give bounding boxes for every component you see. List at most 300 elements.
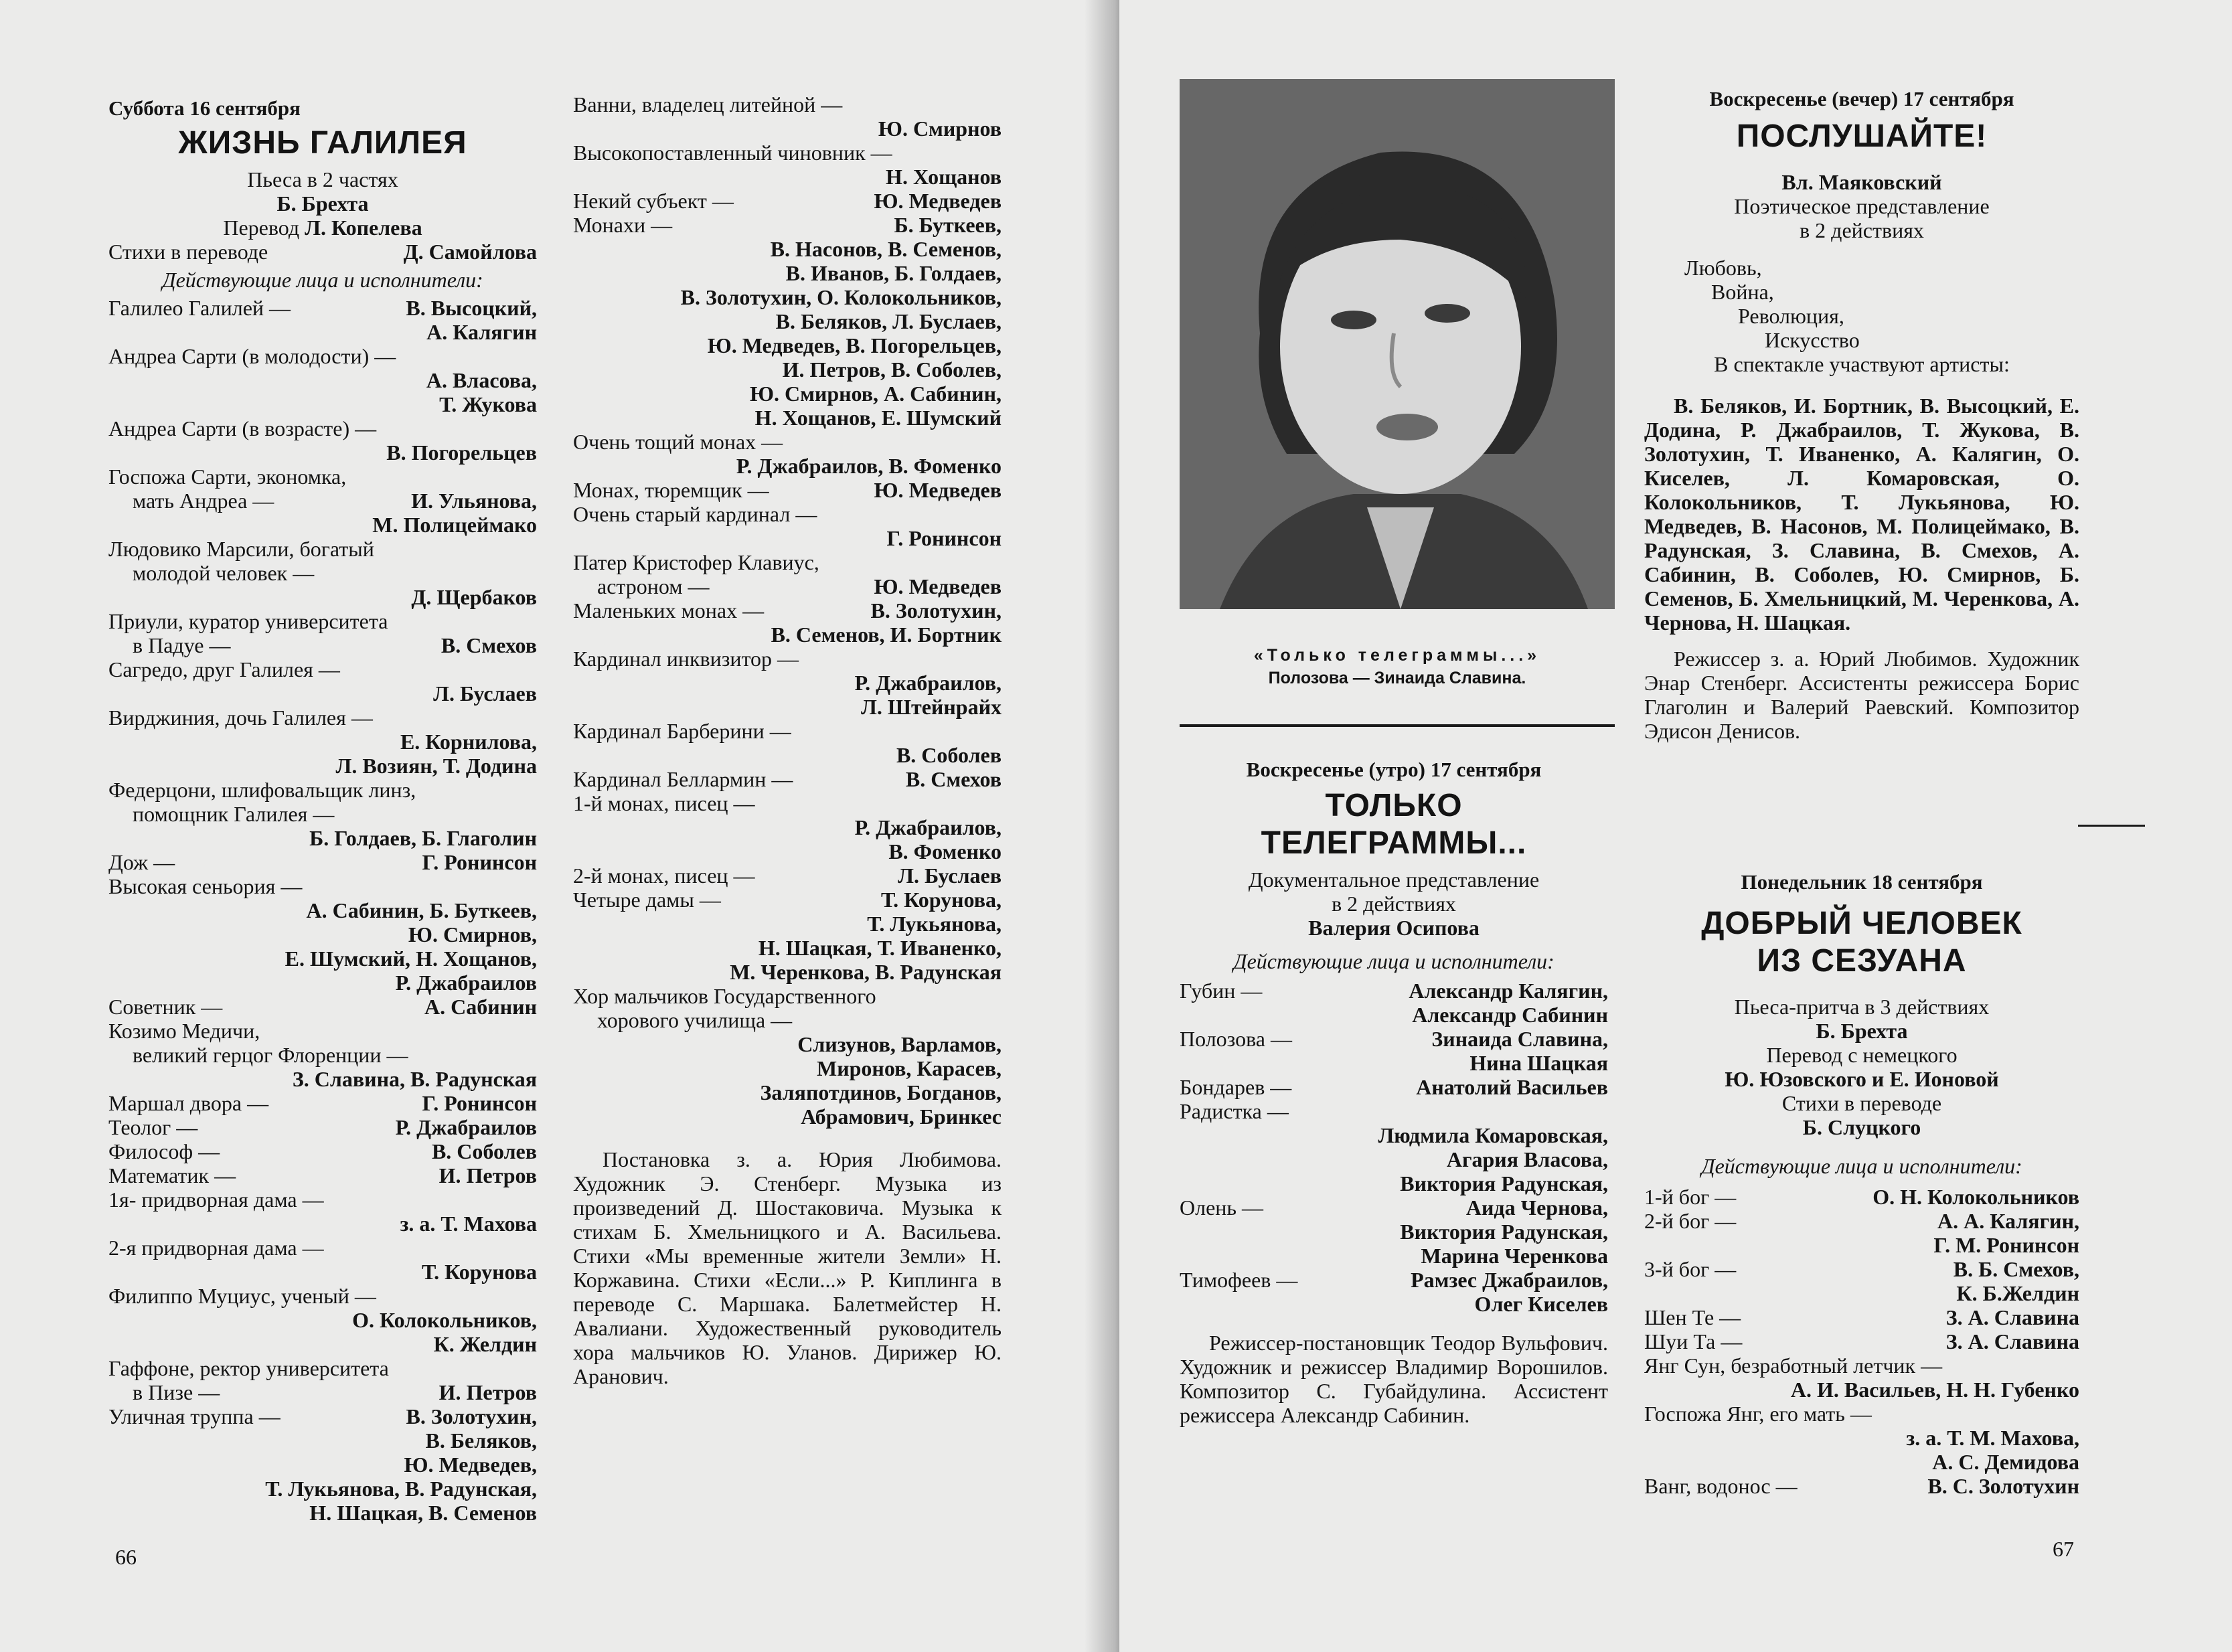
role-name: Кардинал Барберини — — [573, 719, 791, 743]
right-column-2 — [1644, 87, 2079, 743]
actor-name: Анатолий Васильев — [1416, 1075, 1608, 1099]
actor-name: В. Б. Смехов, — [1953, 1257, 2079, 1281]
actor-name: Р. Джабраилов — [395, 971, 537, 995]
role-name: 2-й бог — — [1644, 1209, 1737, 1233]
cast-row — [1180, 1195, 1608, 1220]
credits-paragraph: Постановка з. а. Юрия Любимова. Художник Э. Стенберг. Музыка из произведений Д. Шостаковича. Музыка к стихам Б. Хмельницкого и А. Васильева. Стихи «Мы временные жители Земли» Н. Коржавина. Стихи «Если...» Р. Киплинга в переводе С. Маршака. Балетмейстер Н. Авалиани. Художественный руководитель хора мальчиков Ю. Уланов. Дирижер Ю. Аранович. — [573, 1147, 1002, 1388]
artists-list: В. Беляков, И. Бортник, В. Высоцкий, Е. Додина, Р. Джабраилов, Т. Жукова, В. Золотухин, Т. Иваненко, А. Калягин, О. Киселев, Л. Комаровская, О. Колокольников, Т. Лукьянова, Ю. Медведев, В. Насонов, М. Полицеймако, В. Радунская, З. Славина, В. Смехов, А. Сабинин, В. Соболев, Ю. Смирнов, Б. Семенов, Б. Хмельницкий, М. Черенкова, А. Чернова, Н. Шацкая. — [1644, 394, 2079, 635]
actor-name: Г. М. Ронинсон — [1933, 1233, 2079, 1257]
cast-row — [573, 743, 1002, 767]
cast-row — [1180, 1027, 1608, 1051]
role-name: Вирджиния, дочь Галилея — — [108, 706, 373, 730]
cast-heading: Действующие лица и исполнители: — [1233, 949, 1555, 973]
actor-name: И. Ульянова, — [411, 489, 537, 513]
cast-row — [108, 416, 537, 440]
actor-name: Л. Возиян, Т. Додина — [335, 754, 537, 778]
credits-paragraph: Режиссер з. а. Юрий Любимов. Художник Энар Стенберг. Ассистенты режиссера Борис Глаголин и Валерий Раевский. Композитор Эдисон Денисов. — [1644, 647, 2079, 743]
actor-name: Т. Корунова — [421, 1260, 537, 1284]
actor-name: М. Полицеймако — [372, 513, 537, 537]
role-name: мать Андреа — — [133, 489, 274, 513]
cast-row — [108, 1380, 537, 1404]
cast-row — [108, 946, 537, 971]
cast-row — [108, 1453, 537, 1477]
actor-name: Александр Калягин, — [1409, 979, 1608, 1003]
role-name: Козимо Медичи, — [108, 1019, 260, 1043]
actor-name: Т. Лукьянова, В. Радунская, — [265, 1477, 537, 1501]
actor-name: А. Калягин — [426, 320, 537, 344]
cast-row — [1644, 1257, 2079, 1281]
actor-name: М. Черенкова, В. Радунская — [730, 960, 1002, 984]
actor-name: К. Желдин — [433, 1332, 537, 1356]
cast-row — [108, 1477, 537, 1501]
cast-row — [108, 730, 537, 754]
actor-name: Р. Джабраилов, — [854, 815, 1002, 839]
actor-name: И. Петров — [439, 1380, 537, 1404]
play-title: ТОЛЬКО ТЕЛЕГРАММЫ... — [1261, 788, 1527, 861]
actor-name: Людмила Комаровская, — [1378, 1123, 1608, 1147]
cast-row — [108, 1356, 537, 1380]
role-name: Философ — — [108, 1139, 220, 1163]
role-name: Галилео Галилей — — [108, 296, 291, 320]
cast-row — [108, 513, 537, 537]
actor-name: В. Золотухин, О. Колокольников, — [680, 285, 1002, 309]
role-name: Маленьких монах — — [573, 598, 765, 623]
cast-row — [573, 116, 1002, 141]
cast-row — [573, 478, 1002, 502]
actor-name: В. С. Золотухин — [1927, 1474, 2079, 1498]
right-column-3 — [1644, 870, 2079, 1498]
cast-row — [573, 454, 1002, 478]
cast-row — [108, 1428, 537, 1453]
cast-row — [108, 1404, 537, 1428]
cast-row — [108, 440, 537, 465]
actor-name: А. Сабинин — [424, 995, 537, 1019]
right-column-1 — [1180, 758, 1608, 1427]
play-subtitle: Пьеса-притча в 3 действиях — [1734, 995, 1990, 1019]
role-name: Математик — — [108, 1163, 236, 1187]
actor-name: Г. Ронинсон — [422, 1091, 537, 1115]
cast-row — [108, 1260, 537, 1284]
cast-row — [108, 465, 537, 489]
actor-name: Ю. Смирнов, А. Сабинин, — [749, 382, 1002, 406]
actor-name: Олег Киселев — [1474, 1292, 1608, 1316]
role-name: 1я- придворная дама — — [108, 1187, 324, 1212]
role-name: астроном — — [597, 574, 710, 598]
cast-row — [573, 912, 1002, 936]
cast-row — [573, 261, 1002, 285]
cast-list — [1180, 979, 1608, 1316]
cast-row — [108, 1139, 537, 1163]
role-name: Госпожа Сарти, экономка, — [108, 465, 347, 489]
actor-name: В. Смехов — [905, 767, 1002, 791]
cast-row — [573, 574, 1002, 598]
cast-list-continued — [573, 92, 1002, 1129]
actor-name: В. Соболев — [896, 743, 1002, 767]
role-name: Очень тощий монах — — [573, 430, 783, 454]
actor-name: Ю. Медведев — [874, 189, 1002, 213]
translation-label: Перевод с немецкого — [1766, 1043, 1958, 1067]
role-name: Теолог — — [108, 1115, 198, 1139]
role-name: Бондарев — — [1180, 1075, 1292, 1099]
cast-row — [108, 489, 537, 513]
actor-name: З. Славина, В. Радунская — [292, 1067, 537, 1091]
actor-name: В. Беляков, Л. Буслаев, — [775, 309, 1002, 333]
play-title: ДОБРЫЙ ЧЕЛОВЕК ИЗ СЕЗУАНА — [1701, 906, 2022, 979]
cast-row — [108, 971, 537, 995]
page-number: 66 — [115, 1545, 137, 1569]
actor-name: Л. Буслаев — [898, 863, 1002, 888]
play-author: Б. Брехта — [276, 191, 369, 216]
actor-name: Т. Корунова, — [880, 888, 1002, 912]
cast-row — [1180, 1075, 1608, 1099]
role-name: Кардинал Беллармин — — [573, 767, 793, 791]
role-name: Тимофеев — — [1180, 1268, 1298, 1292]
actor-name: О. Колокольников, — [352, 1308, 537, 1332]
cast-row — [108, 537, 537, 561]
role-name: 2-й монах, писец — — [573, 863, 755, 888]
actor-name: А. Власова, — [426, 368, 537, 392]
cast-row — [1180, 1123, 1608, 1147]
left-page — [0, 0, 1113, 1652]
play-date: Понедельник 18 сентября — [1741, 870, 1983, 894]
cast-row — [108, 850, 537, 874]
cast-list — [108, 296, 537, 1525]
actor-name: З. А. Славина — [1945, 1329, 2079, 1353]
cast-row — [108, 1019, 537, 1043]
cast-row — [1644, 1329, 2079, 1353]
cast-row — [1644, 1378, 2079, 1402]
cast-heading: Действующие лица и исполнители: — [162, 268, 483, 292]
verses-translator: Б. Слуцкого — [1802, 1115, 1921, 1139]
role-name: молодой человек — — [133, 561, 315, 585]
cast-row — [1644, 1185, 2079, 1209]
role-name: Четыре дамы — — [573, 888, 721, 912]
play-subtitle: Поэтическое представление — [1734, 194, 1990, 218]
actor-name: Миронов, Карасев, — [816, 1056, 1002, 1080]
role-name: хорового училища — — [597, 1008, 793, 1032]
role-name: Сагредо, друг Галилея — — [108, 657, 340, 681]
actor-name: Б. Голдаев, Б. Глаголин — [309, 826, 537, 850]
actor-name: О. Н. Колокольников — [1872, 1185, 2079, 1209]
role-name: Шен Те — — [1644, 1305, 1741, 1329]
cast-row — [573, 406, 1002, 430]
actor-name: И. Петров — [439, 1163, 537, 1187]
cast-row — [108, 1043, 537, 1067]
role-name: Советник — — [108, 995, 223, 1019]
actor-name: Виктория Радунская, — [1400, 1171, 1608, 1195]
cast-row — [108, 392, 537, 416]
cast-row — [573, 695, 1002, 719]
role-name: 3-й бог — — [1644, 1257, 1737, 1281]
actor-name: Г. Ронинсон — [422, 850, 537, 874]
cast-row — [573, 165, 1002, 189]
actor-name: Александр Сабинин — [1412, 1003, 1608, 1027]
role-name: Монахи — — [573, 213, 673, 237]
photo-caption: «Только телеграммы...» Полозова — Зинаида Славина. — [1253, 646, 1541, 687]
cast-row — [108, 1212, 537, 1236]
role-name: Кардинал инквизитор — — [573, 647, 799, 671]
cast-row — [573, 309, 1002, 333]
actor-name: Ю. Медведев, — [404, 1453, 537, 1477]
cast-row — [1180, 1147, 1608, 1171]
cast-row — [1180, 1171, 1608, 1195]
short-rule — [2078, 825, 2145, 827]
actor-name: Абрамович, Бринкес — [801, 1104, 1002, 1129]
play-subtitle-2: в 2 действиях — [1800, 218, 1924, 242]
actor-name: Н. Шацкая, В. Семенов — [309, 1501, 537, 1525]
actor-name: В. Соболев — [431, 1139, 537, 1163]
role-name: 1-й монах, писец — — [573, 791, 755, 815]
actor-name: К. Б.Желдин — [1956, 1281, 2079, 1305]
actor-name: Е. Шумский, Н. Хощанов, — [285, 946, 537, 971]
actor-name: Виктория Радунская, — [1400, 1220, 1608, 1244]
cast-row — [573, 526, 1002, 550]
cast-row — [573, 141, 1002, 165]
role-name: Губин — — [1180, 979, 1263, 1003]
play-author: Б. Брехта — [1816, 1019, 1908, 1043]
role-name: Людовико Марсили, богатый — [108, 537, 374, 561]
role-name: Радистка — — [1180, 1099, 1289, 1123]
cast-row — [573, 839, 1002, 863]
cast-row — [108, 344, 537, 368]
actor-name: В. Золотухин, — [870, 598, 1002, 623]
cast-row — [1180, 1244, 1608, 1268]
cast-row — [108, 706, 537, 730]
role-name: Хор мальчиков Государственного — [573, 984, 876, 1008]
cast-row — [1644, 1233, 2079, 1257]
cast-row — [108, 296, 537, 320]
actor-name: Ю. Смирнов — [878, 116, 1002, 141]
cast-row — [573, 863, 1002, 888]
cast-row — [108, 1236, 537, 1260]
cast-row — [1180, 1051, 1608, 1075]
actor-name: з. а. Т. М. Махова, — [1906, 1426, 2079, 1450]
actress-photo — [1180, 79, 1615, 609]
play-subtitle-2: в 2 действиях — [1332, 892, 1456, 916]
actor-name: Ю. Смирнов, — [408, 922, 537, 946]
actor-name: В. Фоменко — [888, 839, 1002, 863]
role-name: Янг Сун, безработный летчик — — [1644, 1353, 1943, 1378]
cast-row — [573, 960, 1002, 984]
role-name: Госпожа Янг, его мать — — [1644, 1402, 1872, 1426]
actor-name: Р. Джабраилов, В. Фоменко — [736, 454, 1002, 478]
cast-row — [108, 633, 537, 657]
cast-row — [108, 585, 537, 609]
role-name: Приули, куратор университета — [108, 609, 388, 633]
cast-row — [1644, 1305, 2079, 1329]
cast-row — [108, 1115, 537, 1139]
cast-row — [573, 936, 1002, 960]
actor-name: В. Смехов — [441, 633, 537, 657]
actor-name: Р. Джабраилов, — [854, 671, 1002, 695]
play-subtitle: Документальное представление — [1248, 868, 1540, 892]
role-name: Монах, тюремщик — — [573, 478, 769, 502]
actor-name: Ю. Медведев, В. Погорельцев, — [707, 333, 1002, 357]
actor-name: Н. Хощанов — [886, 165, 1002, 189]
cast-row — [1644, 1450, 2079, 1474]
actor-name: В. Беляков, — [425, 1428, 537, 1453]
cast-row — [573, 984, 1002, 1008]
cast-row — [573, 719, 1002, 743]
role-name: Некий субъект — — [573, 189, 734, 213]
verses-line: Стихи в переводе Д. Самойлова — [108, 240, 537, 264]
cast-row — [573, 1008, 1002, 1032]
role-name: Высокопоставленный чиновник — — [573, 141, 892, 165]
cast-row — [108, 802, 537, 826]
cast-row — [108, 1501, 537, 1525]
cast-row — [573, 430, 1002, 454]
actor-name: А. С. Демидова — [1932, 1450, 2079, 1474]
actor-name: Т. Жукова — [439, 392, 537, 416]
cast-row — [108, 561, 537, 585]
play-author: Валерия Осипова — [1308, 916, 1480, 940]
cast-row — [573, 647, 1002, 671]
cast-row — [1644, 1402, 2079, 1426]
cast-list — [1644, 1185, 2079, 1498]
role-name: Федерцони, шлифовальщик линз, — [108, 778, 416, 802]
cast-row — [108, 898, 537, 922]
role-name: Патер Кристофер Клавиус, — [573, 550, 819, 574]
actor-name: А. А. Калягин, — [1937, 1209, 2079, 1233]
actor-name: Л. Штейнрайх — [860, 695, 1002, 719]
role-name: в Пизе — — [133, 1380, 220, 1404]
cast-row — [1180, 1003, 1608, 1027]
cast-row — [1180, 1268, 1608, 1292]
actor-name: В. Погорельцев — [386, 440, 537, 465]
cast-row — [108, 1067, 537, 1091]
cast-row — [108, 1163, 537, 1187]
translation-line: Перевод Л. Копелева — [223, 216, 422, 240]
play-title: ЖИЗНЬ ГАЛИЛЕЯ — [178, 125, 467, 161]
cast-row — [573, 888, 1002, 912]
cast-row — [573, 791, 1002, 815]
actor-name: Т. Лукьянова, — [867, 912, 1002, 936]
role-name: Полозова — — [1180, 1027, 1292, 1051]
cast-row — [108, 874, 537, 898]
actor-name: Аида Чернова, — [1465, 1195, 1608, 1220]
actor-name: Д. Щербаков — [411, 585, 537, 609]
actor-name: Заляпотдинов, Богданов, — [760, 1080, 1002, 1104]
play-title: ПОСЛУШАЙТЕ! — [1736, 118, 1988, 154]
actor-name: Г. Ронинсон — [886, 526, 1002, 550]
cast-row — [108, 826, 537, 850]
cast-row — [573, 357, 1002, 382]
actor-name: Ю. Медведев — [874, 478, 1002, 502]
cast-row — [108, 754, 537, 778]
play-date: Воскресенье (утро) 17 сентября — [1246, 758, 1542, 781]
actor-name: з. а. Т. Махова — [400, 1212, 537, 1236]
actor-name: В. Семенов, И. Бортник — [771, 623, 1002, 647]
role-name: помощник Галилея — — [133, 802, 335, 826]
cast-row — [573, 502, 1002, 526]
role-name: Высокая сеньория — — [108, 874, 303, 898]
cast-row — [1644, 1353, 2079, 1378]
cast-row — [573, 815, 1002, 839]
cast-row — [108, 1091, 537, 1115]
cast-row — [108, 320, 537, 344]
cast-row — [1644, 1426, 2079, 1450]
actor-name: Е. Корнилова, — [400, 730, 537, 754]
role-name: Ванг, водонос — — [1644, 1474, 1798, 1498]
cast-row — [573, 671, 1002, 695]
cast-row — [573, 1032, 1002, 1056]
cast-row — [573, 213, 1002, 237]
verses-label: Стихи в переводе — [1781, 1091, 1942, 1115]
actor-name: А. Сабинин, Б. Буткеев, — [306, 898, 537, 922]
play-author: Вл. Маяковский — [1781, 170, 1942, 194]
cast-row — [573, 1056, 1002, 1080]
role-name: Андреа Сарти (в молодости) — — [108, 344, 396, 368]
cast-row — [108, 368, 537, 392]
actor-name: Н. Шацкая, Т. Иваненко, — [758, 936, 1002, 960]
actor-name: В. Золотухин, — [406, 1404, 537, 1428]
poem-lines: Любовь, Война, Революция, Искусство — [1684, 256, 1860, 352]
cast-row — [573, 598, 1002, 623]
role-name: в Падуе — — [133, 633, 231, 657]
translators: Ю. Юзовского и Е. Ионовой — [1725, 1067, 1999, 1091]
actor-name: В. Иванов, Б. Голдаев, — [785, 261, 1002, 285]
cast-row — [108, 609, 537, 633]
cast-row — [108, 1332, 537, 1356]
artists-label: В спектакле участвуют артисты: — [1714, 352, 2010, 376]
left-column-1 — [108, 96, 537, 1525]
play-date: Суббота 16 сентября — [108, 96, 301, 120]
cast-row — [573, 382, 1002, 406]
role-name: великий герцог Флоренции — — [133, 1043, 408, 1067]
role-name: Ванни, владелец литейной — — [573, 92, 843, 116]
role-name: Маршал двора — — [108, 1091, 269, 1115]
cast-row — [573, 767, 1002, 791]
cast-row — [573, 550, 1002, 574]
role-name: Олень — — [1180, 1195, 1263, 1220]
role-name: 2-я придворная дама — — [108, 1236, 324, 1260]
cast-row — [108, 681, 537, 706]
role-name: Дож — — [108, 850, 175, 874]
cast-row — [573, 285, 1002, 309]
actor-name: Ю. Медведев — [874, 574, 1002, 598]
cast-row — [1644, 1281, 2079, 1305]
cast-row — [573, 623, 1002, 647]
cast-row — [108, 1187, 537, 1212]
actor-name: Р. Джабраилов — [395, 1115, 537, 1139]
role-name: Филиппо Муциус, ученый — — [108, 1284, 376, 1308]
cast-row — [1644, 1209, 2079, 1233]
cast-heading: Действующие лица и исполнители: — [1701, 1154, 2022, 1178]
actor-name: Нина Шацкая — [1469, 1051, 1608, 1075]
actor-name: З. А. Славина — [1945, 1305, 2079, 1329]
cast-row — [573, 92, 1002, 116]
cast-row — [573, 237, 1002, 261]
play-subtitle: Пьеса в 2 частях — [247, 167, 398, 191]
portrait-image — [1180, 79, 1615, 609]
cast-row — [1180, 1099, 1608, 1123]
role-name: 1-й бог — — [1644, 1185, 1737, 1209]
role-name: Андреа Сарти (в возрасте) — — [108, 416, 377, 440]
cast-row — [573, 333, 1002, 357]
actor-name: Л. Буслаев — [433, 681, 537, 706]
actor-name: Зинаида Славина, — [1431, 1027, 1608, 1051]
divider-rule — [1180, 724, 1615, 727]
left-column-2 — [573, 92, 1002, 1388]
actor-name: Н. Хощанов, Е. Шумский — [754, 406, 1002, 430]
role-name: Гаффоне, ректор университета — [108, 1356, 389, 1380]
cast-row — [108, 995, 537, 1019]
credits-paragraph: Режиссер-постановщик Теодор Вульфович. Художник и режиссер Владимир Ворошилов. Композитор С. Губайдулина. Ассистент режиссера Александр Сабинин. — [1180, 1331, 1608, 1427]
actor-name: Марина Черенкова — [1421, 1244, 1608, 1268]
cast-row — [1644, 1474, 2079, 1498]
actor-name: Б. Буткеев, — [894, 213, 1002, 237]
actor-name: Агария Власова, — [1446, 1147, 1608, 1171]
